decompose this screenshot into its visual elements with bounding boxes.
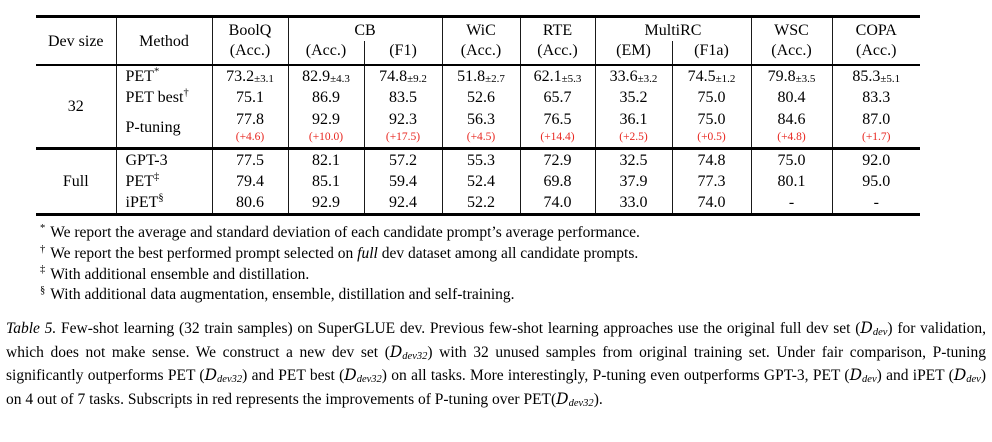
table-header bbox=[36, 17, 920, 66]
header-metric: (Acc.) bbox=[832, 41, 920, 65]
math-symbol: D bbox=[953, 366, 967, 385]
metric-value: 62.1 bbox=[533, 68, 562, 86]
math-symbol: D bbox=[860, 319, 873, 338]
footnote-symbol: † bbox=[40, 243, 46, 255]
std-dev-subscript: ±5.3 bbox=[561, 73, 582, 86]
footnote-symbol: ‡ bbox=[40, 264, 46, 276]
metric-value: 37.9 bbox=[619, 172, 648, 190]
value-cell bbox=[288, 108, 364, 148]
std-dev-subscript: ±2.7 bbox=[485, 73, 505, 86]
value-cell bbox=[672, 87, 751, 108]
value-cell bbox=[520, 192, 595, 215]
std-dev-subscript: ±3.2 bbox=[637, 73, 658, 86]
metric-value: 52.2 bbox=[467, 193, 495, 211]
value-cell bbox=[442, 87, 520, 108]
method-cell bbox=[116, 192, 212, 215]
header-task-wsc: WSC bbox=[751, 17, 832, 42]
method-label: PET best bbox=[125, 89, 184, 107]
value-cell bbox=[751, 65, 832, 87]
metric-value: 75.1 bbox=[236, 89, 264, 107]
value-cell bbox=[832, 192, 920, 215]
header-metric: (F1a) bbox=[672, 41, 751, 65]
caption-text: ) and iPET ( bbox=[876, 367, 954, 385]
group-full bbox=[36, 148, 920, 214]
value-cell bbox=[520, 65, 595, 87]
value-cell bbox=[832, 171, 920, 192]
caption-text: Few-shot learning (32 train samples) on SuperGLUE dev. Previous few-shot learning approaches use the original full dev set ( bbox=[56, 320, 861, 338]
value-cell bbox=[595, 87, 672, 108]
value-cell bbox=[364, 65, 442, 87]
value-cell bbox=[672, 108, 751, 148]
metric-value: 92.4 bbox=[389, 193, 417, 211]
value-cell bbox=[672, 148, 751, 171]
metric-value: 76.5 bbox=[543, 111, 572, 129]
method-footnote-marker: § bbox=[158, 192, 164, 204]
value-cell bbox=[832, 148, 920, 171]
header-task-boolq: BoolQ bbox=[212, 17, 288, 42]
metric-value: 77.8 bbox=[236, 111, 264, 129]
method-cell bbox=[116, 171, 212, 192]
method-cell bbox=[116, 148, 212, 171]
value-cell bbox=[520, 108, 595, 148]
value-cell bbox=[832, 65, 920, 87]
header-task-copa: COPA bbox=[832, 17, 920, 42]
value-cell bbox=[442, 148, 520, 171]
metric-value: 74.8 bbox=[379, 68, 408, 86]
math-symbol: D bbox=[389, 342, 403, 361]
metric-value: 92.9 bbox=[312, 111, 340, 129]
metric-value: 86.9 bbox=[312, 89, 340, 107]
metric-value: 57.2 bbox=[389, 151, 417, 169]
metric-value: 69.8 bbox=[543, 172, 572, 190]
math-subscript: dev32 bbox=[568, 397, 594, 409]
math-subscript: dev32 bbox=[217, 374, 243, 386]
metric-value: 84.6 bbox=[777, 111, 806, 129]
header-task-rte: RTE bbox=[520, 17, 595, 42]
improvement-delta: (+17.5) bbox=[385, 130, 421, 143]
metric-value: 33.6 bbox=[609, 68, 638, 86]
footnote-symbol: * bbox=[40, 222, 46, 234]
metric-value: 32.5 bbox=[619, 151, 648, 169]
metric-value: 74.0 bbox=[697, 193, 726, 211]
footnote-text: We report the average and standard deviation of each candidate prompt’s average performance. bbox=[50, 224, 640, 242]
std-dev-subscript: ±1.2 bbox=[715, 73, 736, 86]
footnote-line bbox=[40, 285, 992, 306]
value-cell bbox=[288, 171, 364, 192]
header-task-wic: WiC bbox=[442, 17, 520, 42]
paper-page bbox=[0, 15, 992, 442]
group-32 bbox=[36, 65, 920, 148]
caption-text: ) for validation, which does not make sense. We construct a new dev set ( bbox=[6, 320, 986, 361]
improvement-delta: (+10.0) bbox=[308, 130, 344, 143]
metric-value: 77.5 bbox=[236, 151, 264, 169]
value-cell bbox=[595, 148, 672, 171]
dev-size-cell: Full bbox=[62, 172, 89, 190]
improvement-delta: (+14.4) bbox=[540, 130, 575, 143]
caption-text: ) on all tasks. More interestingly, P-tuning even outperforms GPT-3, PET ( bbox=[381, 367, 850, 385]
metric-value: 36.1 bbox=[619, 111, 648, 129]
value-cell bbox=[751, 171, 832, 192]
metric-value: 79.4 bbox=[236, 172, 264, 190]
value-cell bbox=[751, 87, 832, 108]
method-footnote-marker: † bbox=[183, 87, 189, 99]
dev-size-cell: 32 bbox=[67, 97, 84, 115]
value-cell bbox=[595, 192, 672, 215]
method-cell bbox=[116, 65, 212, 87]
header-metric: (Acc.) bbox=[751, 41, 832, 65]
std-dev-subscript: ±4.3 bbox=[330, 73, 350, 86]
header-metric: (Acc.) bbox=[288, 41, 364, 65]
table-row bbox=[36, 65, 920, 87]
header-row-tasks bbox=[36, 17, 920, 42]
metric-value: 82.1 bbox=[312, 151, 340, 169]
table-row bbox=[36, 148, 920, 171]
footnote-text: dev dataset among all candidate prompts. bbox=[377, 244, 639, 262]
table-row bbox=[36, 87, 920, 108]
table-row bbox=[36, 171, 920, 192]
value-cell bbox=[212, 192, 288, 215]
header-metric: (Acc.) bbox=[442, 41, 520, 65]
metric-value: 80.6 bbox=[236, 193, 264, 211]
footnote-text: full bbox=[357, 244, 378, 262]
method-label: PET bbox=[125, 172, 154, 190]
math-subscript: dev32 bbox=[402, 350, 428, 362]
footnote-text: With additional data augmentation, ensemble, distillation and self-training. bbox=[50, 286, 515, 304]
math-subscript: dev32 bbox=[356, 374, 382, 386]
footnote-text: With additional ensemble and distillation. bbox=[50, 265, 310, 283]
caption-text: ) on 4 out of 7 tasks. Subscripts in red represents the improvements of P-tuning over PET( bbox=[6, 367, 986, 408]
metric-value: 72.9 bbox=[543, 151, 572, 169]
value-cell bbox=[520, 148, 595, 171]
improvement-delta: (+1.7) bbox=[861, 130, 891, 143]
metric-value: 52.4 bbox=[467, 172, 495, 190]
value-cell bbox=[595, 171, 672, 192]
math-symbol: D bbox=[556, 389, 569, 408]
header-method: Method bbox=[116, 17, 212, 66]
header-dev-size: Dev size bbox=[47, 32, 104, 50]
header-metric: (Acc.) bbox=[520, 41, 595, 65]
method-footnote-marker: ‡ bbox=[153, 171, 160, 183]
improvement-delta: (+4.8) bbox=[777, 130, 806, 143]
std-dev-subscript: ±5.1 bbox=[880, 73, 901, 86]
value-cell bbox=[212, 65, 288, 87]
value-cell bbox=[832, 87, 920, 108]
caption-label: Table 5. bbox=[6, 320, 57, 338]
value-cell bbox=[520, 171, 595, 192]
metric-value: 51.8 bbox=[457, 68, 486, 86]
metric-value: 92.3 bbox=[389, 111, 417, 129]
value-cell bbox=[442, 65, 520, 87]
table-row bbox=[36, 108, 920, 148]
header-metric: (F1) bbox=[364, 41, 442, 65]
metric-value: - bbox=[873, 193, 879, 211]
value-cell bbox=[364, 171, 442, 192]
value-cell bbox=[212, 108, 288, 148]
metric-value: 55.3 bbox=[467, 151, 495, 169]
value-cell bbox=[288, 192, 364, 215]
value-cell bbox=[442, 108, 520, 148]
table-row bbox=[36, 192, 920, 215]
std-dev-subscript: ±9.2 bbox=[407, 73, 427, 86]
value-cell bbox=[595, 108, 672, 148]
metric-value: 75.0 bbox=[697, 111, 726, 129]
method-cell bbox=[116, 108, 212, 148]
value-cell bbox=[212, 87, 288, 108]
math-subscript: dev bbox=[862, 374, 877, 386]
std-dev-subscript: ±3.5 bbox=[795, 73, 816, 86]
value-cell bbox=[212, 148, 288, 171]
value-cell bbox=[364, 87, 442, 108]
metric-value: 75.0 bbox=[777, 151, 806, 169]
caption-text: ) with 32 unused samples from original training set. Under fair comparison, P-tuning significantly outperforms PET ( bbox=[6, 343, 986, 385]
method-footnote-marker: * bbox=[153, 66, 160, 78]
metric-value: 92.0 bbox=[862, 151, 891, 169]
value-cell bbox=[364, 108, 442, 148]
value-cell bbox=[288, 148, 364, 171]
metric-value: 56.3 bbox=[467, 111, 495, 129]
value-cell bbox=[672, 65, 751, 87]
header-metric: (EM) bbox=[595, 41, 672, 65]
metric-value: 35.2 bbox=[619, 89, 648, 107]
metric-value: 73.2 bbox=[226, 68, 255, 86]
metric-value: 79.8 bbox=[767, 68, 796, 86]
metric-value: 80.1 bbox=[777, 172, 806, 190]
math-symbol: D bbox=[204, 366, 218, 385]
value-cell bbox=[288, 65, 364, 87]
value-cell bbox=[595, 65, 672, 87]
method-label: GPT-3 bbox=[125, 151, 168, 169]
footnote-text: We report the best performed prompt selected on bbox=[50, 244, 358, 262]
metric-value: 33.0 bbox=[619, 193, 648, 211]
footnote-symbol: § bbox=[40, 285, 46, 297]
footnote-line bbox=[40, 265, 992, 286]
footnote-line bbox=[40, 244, 992, 265]
value-cell bbox=[442, 192, 520, 215]
metric-value: 92.9 bbox=[312, 193, 340, 211]
value-cell bbox=[288, 87, 364, 108]
value-cell bbox=[364, 148, 442, 171]
footnotes bbox=[40, 223, 992, 306]
std-dev-subscript: ±3.1 bbox=[254, 73, 274, 86]
table-caption bbox=[6, 317, 986, 411]
metric-value: 59.4 bbox=[389, 172, 417, 190]
metric-value: 74.0 bbox=[543, 193, 572, 211]
metric-value: 77.3 bbox=[697, 172, 726, 190]
metric-value: 80.4 bbox=[777, 89, 806, 107]
method-cell bbox=[116, 87, 212, 108]
metric-value: 74.5 bbox=[687, 68, 716, 86]
value-cell bbox=[751, 192, 832, 215]
metric-value: 83.5 bbox=[389, 89, 417, 107]
metric-value: 85.1 bbox=[312, 172, 340, 190]
improvement-delta: (+4.6) bbox=[235, 130, 265, 143]
value-cell bbox=[672, 192, 751, 215]
header-task-multirc: MultiRC bbox=[595, 17, 751, 42]
metric-value: 74.8 bbox=[697, 151, 726, 169]
value-cell bbox=[672, 171, 751, 192]
value-cell bbox=[364, 192, 442, 215]
metric-value: 83.3 bbox=[862, 89, 891, 107]
footnote-line bbox=[40, 223, 992, 244]
metric-value: 82.9 bbox=[302, 68, 331, 86]
math-subscript: dev bbox=[966, 374, 981, 386]
value-cell bbox=[832, 108, 920, 148]
metric-value: 87.0 bbox=[862, 111, 891, 129]
header-task-cb: CB bbox=[288, 17, 442, 42]
caption-text: ) and PET best ( bbox=[242, 367, 345, 385]
method-label: P-tuning bbox=[125, 119, 181, 137]
metric-value: 75.0 bbox=[697, 89, 726, 107]
value-cell bbox=[212, 171, 288, 192]
metric-value: 95.0 bbox=[862, 172, 891, 190]
value-cell bbox=[751, 108, 832, 148]
improvement-delta: (+2.5) bbox=[619, 130, 648, 143]
improvement-delta: (+4.5) bbox=[466, 130, 496, 143]
metric-value: 65.7 bbox=[543, 89, 572, 107]
method-label: PET bbox=[125, 68, 154, 86]
math-symbol: D bbox=[344, 366, 357, 385]
metric-value: 52.6 bbox=[467, 89, 495, 107]
value-cell bbox=[442, 171, 520, 192]
results-table bbox=[36, 15, 920, 216]
header-metric: (Acc.) bbox=[212, 41, 288, 65]
math-subscript: dev bbox=[872, 327, 888, 339]
caption-text: ). bbox=[593, 390, 603, 408]
method-label: iPET bbox=[125, 193, 159, 211]
metric-value: 85.3 bbox=[852, 68, 881, 86]
math-symbol: D bbox=[849, 366, 863, 385]
improvement-delta: (+0.5) bbox=[697, 130, 726, 143]
value-cell bbox=[751, 148, 832, 171]
metric-value: - bbox=[788, 193, 795, 211]
value-cell bbox=[520, 87, 595, 108]
